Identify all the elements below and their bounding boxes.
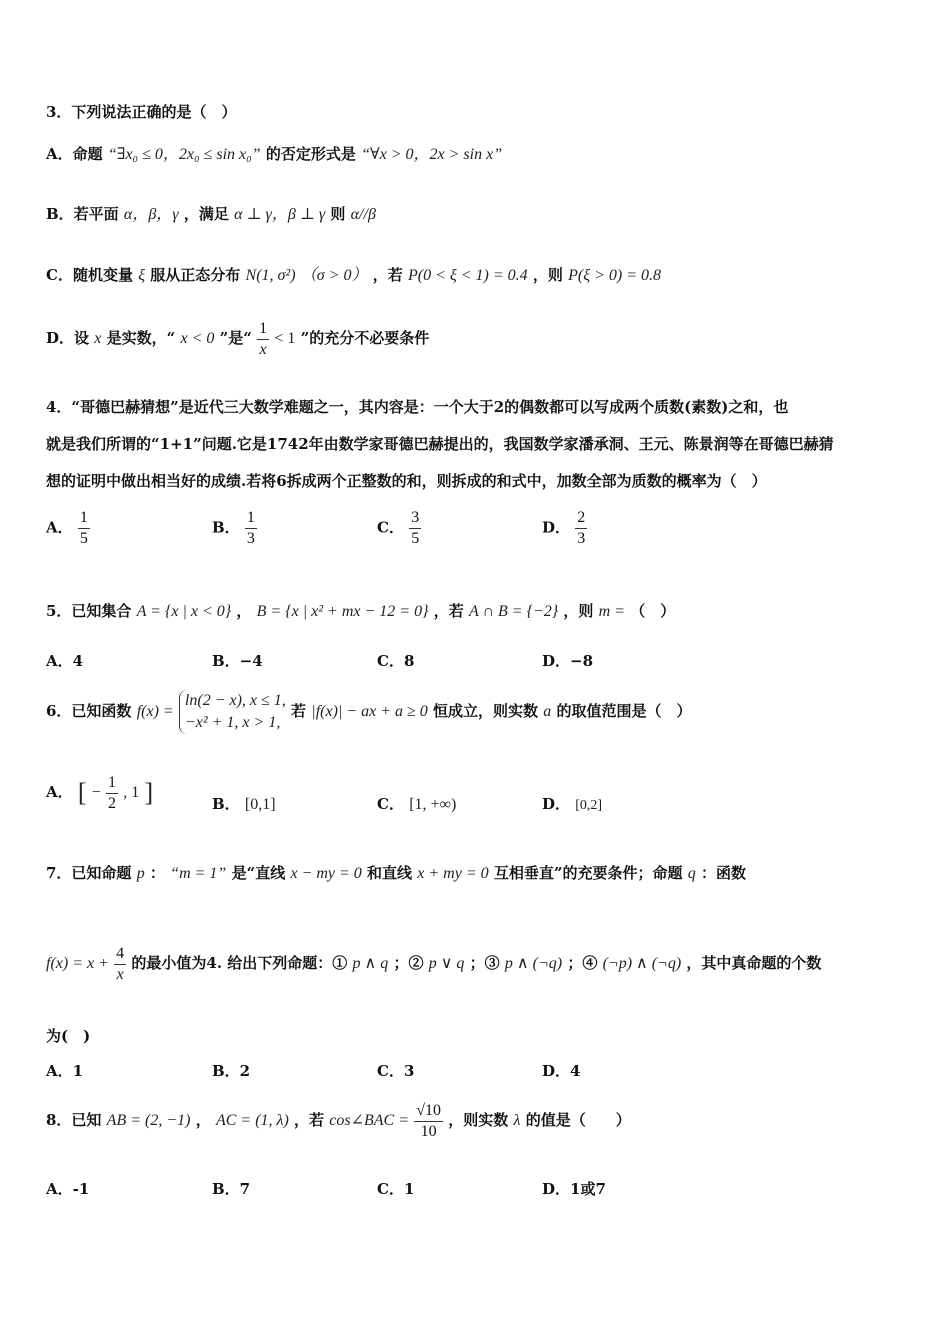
q4-option-c	[377, 508, 421, 549]
q5-option-d: D．−8	[542, 652, 594, 670]
q3c-text1: 服从正态分布	[150, 266, 241, 284]
q6-var: a	[543, 703, 552, 720]
q3-option-b	[46, 203, 920, 226]
q4-line2: 就是我们所谓的“1+1”问题.它是1742年由数学家哥德巴赫提出的，我国数学家潘承洞、王元、陈景润等在哥德巴赫猜	[46, 435, 834, 453]
q7-text1: 是“直线	[231, 864, 286, 882]
q7-stem-line3: 为( )	[46, 1027, 91, 1045]
q8-option-c: C．1	[377, 1180, 415, 1198]
q6a-fraction	[106, 773, 118, 814]
q3c-math5: P(ξ > 0) = 0.8	[568, 267, 661, 284]
q7-line1: x − my = 0	[290, 865, 362, 882]
q3d-frac-den: x	[259, 340, 267, 358]
q8-ac: AC = (1, λ)	[215, 1112, 289, 1129]
q7-frac-num: 4	[114, 944, 126, 965]
q5-option-c: C．8	[377, 652, 415, 670]
q3d-math1: x	[94, 330, 102, 347]
q4a-num: 1	[78, 508, 90, 529]
q7-stem-line1	[46, 862, 920, 885]
q5-stem	[46, 600, 920, 623]
q4b-label: B．	[212, 518, 240, 537]
q5-paren: （ ）	[630, 602, 676, 620]
q7-sep1: ；②	[393, 954, 424, 972]
q3b-text2: 则	[330, 205, 346, 223]
q6d-label: D．	[542, 795, 571, 813]
q6-case2: −x² + 1, x > 1,	[184, 714, 281, 731]
q7-fraction	[114, 944, 126, 985]
q5-option-b: B．−4	[212, 652, 263, 670]
q6a-label: A．	[46, 783, 73, 801]
q7-text5: 的最小值为4. 给出下列命题：①	[131, 954, 348, 972]
q7-fx: f(x) = x +	[46, 955, 109, 972]
q7-option-d: D．4	[542, 1062, 581, 1080]
q7-stem-line2	[46, 940, 920, 987]
q6-case1: ln(2 − x), x ≤ 1,	[184, 692, 286, 709]
q6-stem	[46, 686, 920, 737]
q6d-value: [0,2]	[575, 798, 603, 813]
q6c-value: [1, +∞)	[409, 796, 457, 813]
q3-option-d	[46, 317, 920, 360]
q4d-fraction	[575, 508, 587, 549]
q8-text1: ，若	[294, 1111, 325, 1129]
q6-option-c	[377, 793, 456, 814]
q3b-math3: α//β	[350, 206, 376, 223]
q7-c2: p ∨ q	[428, 955, 465, 972]
q5-text2: ，则	[563, 602, 594, 620]
q7-text6: ，其中真命题的个数	[686, 954, 822, 972]
q7-p: p	[136, 865, 145, 882]
q6a-neg: −	[91, 784, 101, 801]
q4-option-b	[212, 508, 257, 549]
q6-option-b	[212, 793, 276, 814]
q6-text2: 恒成立，则实数	[433, 702, 539, 720]
q5-text-a: 5．已知集合	[46, 602, 132, 620]
q3a-text: 的否定形式是	[265, 145, 356, 163]
q7-c1: p ∧ q	[352, 955, 389, 972]
q8-ab: AB = (2, −1)	[106, 1112, 191, 1129]
q7-line2: x + my = 0	[417, 865, 489, 882]
q3a-math2: “∀x > 0，2x > sin x”	[361, 146, 503, 163]
q4-option-d	[542, 508, 587, 549]
q5-set-b: B = {x | x² + mx − 12 = 0}	[256, 603, 429, 620]
q6-fx: f(x) =	[136, 703, 174, 720]
q8-option-a: A．-1	[46, 1180, 90, 1198]
q7-p-def: “m = 1”	[170, 865, 227, 882]
q7-c4: (¬p) ∧ (¬q)	[602, 955, 682, 972]
q6-option-d	[542, 793, 602, 814]
q3-option-c	[46, 264, 920, 287]
q6a-left-bracket: [	[77, 778, 87, 807]
q4d-num: 2	[575, 508, 587, 529]
q3-option-a	[46, 143, 920, 166]
q3d-text2: ”是“	[219, 329, 252, 347]
q6-text-a: 6．已知函数	[46, 702, 132, 720]
q4a-fraction	[78, 508, 90, 549]
q6-option-a	[46, 770, 153, 815]
q8-text-a: 8．已知	[46, 1111, 102, 1129]
q4d-den: 3	[577, 530, 586, 547]
q5-option-a: A．4	[46, 652, 84, 670]
q3c-math2: N(1, σ²)	[245, 267, 296, 284]
q7-text3: 互相垂直”的充要条件；命题	[493, 864, 683, 882]
q7-c3: p ∧ (¬q)	[504, 955, 563, 972]
q5-set-a: A = {x | x < 0}	[136, 603, 232, 620]
q8-comma: ，	[195, 1111, 211, 1129]
q6a-num: 1	[106, 773, 118, 794]
q8-text3: 的值是（ ）	[525, 1111, 631, 1129]
q4a-den: 5	[79, 530, 88, 547]
q8-cos: cos∠BAC =	[329, 1112, 410, 1129]
q3d-math2: x < 0	[180, 330, 215, 347]
q3d-fraction	[257, 319, 269, 360]
q7-sep3: ；④	[567, 954, 598, 972]
q4c-label: C．	[377, 518, 404, 537]
q3c-math1: ξ	[138, 267, 146, 284]
q8-frac-num: √10	[414, 1101, 443, 1122]
q7-text2: 和直线	[367, 864, 413, 882]
q3c-math3: （σ > 0）	[300, 267, 368, 284]
q4-option-a	[46, 508, 90, 549]
q7-frac-den: x	[116, 965, 124, 983]
q8-frac-den: 10	[420, 1122, 437, 1140]
q5-ask: m =	[598, 603, 625, 620]
q4b-fraction	[245, 508, 257, 549]
q6-text3: 的取值范围是（ ）	[556, 702, 692, 720]
q3c-text2: ，若	[372, 266, 403, 284]
q5-condition: A ∩ B = {−2}	[468, 603, 559, 620]
q6a-den: 2	[108, 794, 117, 812]
q6a-right-bracket: ]	[144, 778, 154, 807]
q8-fraction	[414, 1101, 443, 1142]
q4-line1: 4．“哥德巴赫猜想”是近代三大数学难题之一，其内容是：一个大于2的偶数都可以写成两个质数(素数)之和，也	[46, 398, 789, 416]
q5-text1: ，若	[433, 602, 464, 620]
q8-var: λ	[513, 1112, 521, 1129]
q6-piecewise	[179, 690, 286, 734]
q4d-label: D．	[542, 518, 571, 537]
q3d-text3: ”的充分不必要条件	[300, 329, 430, 347]
q4c-fraction	[409, 508, 421, 549]
q8-option-b: B．7	[212, 1180, 251, 1198]
q4c-den: 5	[411, 530, 420, 547]
q6-inequality: |f(x)| − ax + a ≥ 0	[311, 703, 428, 720]
q7-sep2: ；③	[469, 954, 500, 972]
q6b-label: B．	[212, 795, 240, 813]
q6c-label: C．	[377, 795, 404, 813]
q7-q: q	[687, 865, 696, 882]
q4a-label: A．	[46, 518, 73, 537]
q7-colon: ：	[149, 864, 165, 882]
q3c-label: C．随机变量	[46, 266, 133, 284]
q3b-label: B．若平面	[46, 205, 119, 223]
q4b-den: 3	[246, 530, 255, 547]
q3a-label: A．命题	[46, 145, 103, 163]
q3d-text1: 是实数，“	[106, 329, 176, 347]
q4-line3: 想的证明中做出相当好的成绩.若将6拆成两个正整数的和，则拆成的和式中，加数全部为质数的概率为（ ）	[46, 472, 767, 490]
q3-stem: 3．下列说法正确的是（ ）	[46, 103, 237, 121]
q6a-tail: , 1	[123, 784, 140, 801]
q7-option-b: B．2	[212, 1062, 251, 1080]
q8-option-d: D．1或7	[542, 1180, 606, 1198]
q4b-num: 1	[245, 508, 257, 529]
q5-comma: ，	[236, 602, 252, 620]
q3b-math1: α，β，γ	[123, 206, 179, 223]
q3a-math1: “∃x₀ ≤ 0，2x₀ ≤ sin x₀”	[107, 146, 261, 163]
q7-option-a: A．1	[46, 1062, 84, 1080]
q3b-text1: ，满足	[183, 205, 229, 223]
q3d-math3: < 1	[274, 330, 296, 347]
q7-text4: ：函数	[700, 864, 746, 882]
q3c-text3: ，则	[532, 266, 563, 284]
q6-text1: 若	[291, 702, 307, 720]
q3d-frac-num: 1	[257, 319, 269, 340]
q7-text-a: 7．已知命题	[46, 864, 132, 882]
q8-text2: ，则实数	[448, 1111, 509, 1129]
q4c-num: 3	[409, 508, 421, 529]
q8-stem	[46, 1097, 920, 1144]
q3c-math4: P(0 < ξ < 1) = 0.4	[407, 267, 528, 284]
q6b-value: [0,1]	[244, 796, 276, 813]
q3d-label: D．设	[46, 329, 90, 347]
q3b-math2: α ⊥ γ，β ⊥ γ	[234, 206, 326, 223]
q7-option-c: C．3	[377, 1062, 415, 1080]
